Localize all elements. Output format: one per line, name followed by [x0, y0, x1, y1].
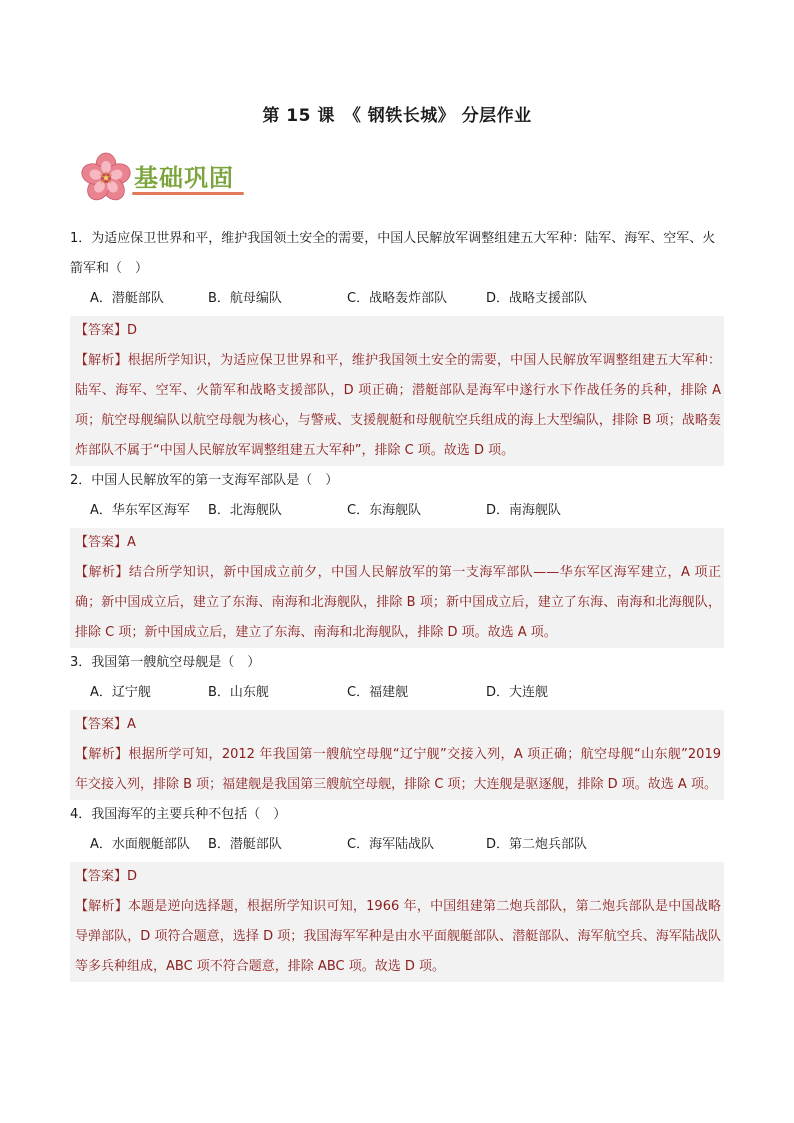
analysis-text: 【解析】结合所学知识，新中国成立前夕，中国人民解放军的第一支海军部队——华东军区海军建立，A 项正确；新中国成立后，建立了东海、南海和北海舰队，排除 B 项；新中国成立后，建立了东海、南海和北海舰队，排除 C 项；新中国成立后，建立了东海、南海和北海舰队，排除 D 项。故选 A 项。 [75, 565, 721, 640]
option-row [70, 830, 724, 860]
option-row [70, 678, 724, 708]
question-stem: 3．我国第一艘航空母舰是（ ） [70, 655, 261, 670]
question-4 [70, 800, 724, 982]
option-d: D．第二炮兵部队 [486, 837, 588, 852]
option-b: B．北海舰队 [208, 503, 282, 518]
question-stem: 2．中国人民解放军的第一支海军部队是（ ） [70, 473, 339, 488]
option-c: C．海军陆战队 [347, 837, 435, 852]
answer-block [70, 710, 724, 800]
section-underline [132, 192, 244, 195]
answer-text: 【答案】D [75, 869, 138, 884]
option-row [70, 284, 724, 314]
section-header [76, 150, 296, 206]
option-a: A．华东军区海军 [90, 503, 190, 518]
option-b: B．航母编队 [208, 291, 282, 306]
answer-text: 【答案】A [75, 535, 136, 550]
option-a: A．辽宁舰 [90, 685, 151, 700]
answer-block [70, 316, 724, 466]
answer-text: 【答案】A [75, 717, 136, 732]
analysis-text: 【解析】根据所学知识，为适应保卫世界和平，维护我国领土安全的需要，中国人民解放军调整组建五大军种：陆军、海军、空军、火箭军和战略支援部队，D 项正确；潜艇部队是海军中遂行水下作战任务的兵种，排除 A 项；航空母舰编队以航空母舰为核心，与警戒、支援舰艇和母舰航空兵组成的海上大型编队，排除 B 项；战略轰炸部队不属于“中国人民解放军调整组建五大军种”，排除 C 项。故选 D 项。 [75, 353, 721, 458]
option-d: D．战略支援部队 [486, 291, 588, 306]
page-title: 第 15 课 《 钢铁长城》 分层作业 [262, 106, 532, 126]
question-stem: 1．为适应保卫世界和平，维护我国领土安全的需要，中国人民解放军调整组建五大军种：陆军、海军、空军、火箭军和（ ） [70, 231, 716, 276]
option-b: B．潜艇部队 [208, 837, 282, 852]
option-b: B．山东舰 [208, 685, 269, 700]
answer-text: 【答案】D [75, 323, 138, 338]
answer-block [70, 528, 724, 648]
option-row [70, 496, 724, 526]
option-c: C．东海舰队 [347, 503, 422, 518]
question-1 [70, 224, 724, 466]
option-a: A．水面舰艇部队 [90, 837, 190, 852]
plum-blossom-icon [76, 150, 136, 206]
question-2 [70, 466, 724, 648]
option-c: C．福建舰 [347, 685, 409, 700]
option-d: D．南海舰队 [486, 503, 562, 518]
question-list [70, 224, 724, 982]
option-a: A．潜艇部队 [90, 291, 164, 306]
section-title: 基础巩固 [134, 164, 234, 192]
analysis-text: 【解析】根据所学可知，2012 年我国第一艘航空母舰“辽宁舰”交接入列，A 项正确；航空母舰“山东舰”2019 年交接入列，排除 B 项；福建舰是我国第三艘航空母舰，排除 C 项；大连舰是驱逐舰，排除 D 项。故选 A 项。 [75, 747, 721, 792]
question-stem: 4．我国海军的主要兵种不包括（ ） [70, 807, 287, 822]
option-c: C．战略轰炸部队 [347, 291, 448, 306]
analysis-text: 【解析】本题是逆向选择题，根据所学知识可知，1966 年，中国组建第二炮兵部队，第二炮兵部队是中国战略导弹部队，D 项符合题意，选择 D 项；我国海军军种是由水平面舰艇部队、潜艇部队、海军航空兵、海军陆战队等多兵种组成，ABC 项不符合题意，排除 ABC 项。故选 D 项。 [75, 899, 721, 974]
question-3 [70, 648, 724, 800]
answer-block [70, 862, 724, 982]
option-d: D．大连舰 [486, 685, 549, 700]
